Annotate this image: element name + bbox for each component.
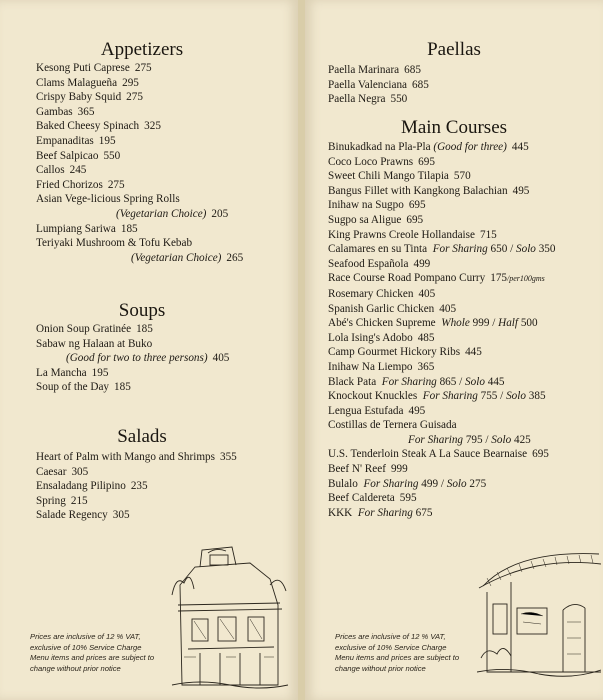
list-item: Soup of the Day 185 — [36, 381, 131, 394]
list-item: La Mancha 195 — [36, 366, 109, 379]
list-item: Gambas 365 — [36, 105, 95, 118]
main-courses-list — [328, 140, 600, 520]
page-fold — [298, 0, 305, 700]
list-item: Kesong Puti Caprese 275 — [36, 62, 152, 74]
list-item: Beef Caldereta 595 — [328, 492, 417, 505]
price-disclaimer: Prices are inclusive of 12 % VAT, exclusive of 10% Service Charge Menu items and prices are subject to change without prior notice — [30, 632, 155, 673]
list-item: Lola Ising's Adobo 485 — [328, 331, 435, 344]
section-title-salads: Salads — [117, 426, 167, 447]
list-item: Paella Negra 550 — [328, 93, 408, 106]
list-item: King Prawns Creole Hollandaise 715 — [328, 228, 497, 241]
list-item: Teriyaki Mushroom & Tofu Kebab (Vegetarian Choice) 265 — [36, 237, 244, 264]
list-item: Seafood Española 499 — [328, 257, 431, 270]
list-item: Sugpo sa Aligue 695 — [328, 213, 424, 226]
list-item: Ensaladang Pilipino 235 — [36, 480, 148, 493]
list-item: Race Course Road Pompano Curry 175/per100gms — [328, 272, 545, 285]
list-item: Spanish Garlic Chicken 405 — [328, 302, 457, 315]
section-title-soups: Soups — [118, 300, 166, 321]
list-item: Calamares en su Tinta For Sharing 650 / Solo 350 — [328, 243, 556, 256]
list-item: Crispy Baby Squid 275 — [36, 91, 143, 104]
list-item: Abé's Chicken Supreme Whole 999 / Half 500 — [328, 317, 538, 330]
list-item: Beef N' Reef 999 — [328, 463, 408, 476]
list-item: Clams Malagueña 295 — [36, 76, 139, 89]
list-item: Bulalo For Sharing 499 / Solo 275 — [328, 477, 487, 490]
list-item: Caesar 305 — [36, 465, 89, 478]
list-item: Costillas de Ternera Guisada For Sharing 795 / Solo 425 — [328, 419, 531, 446]
list-item: Heart of Palm with Mango and Shrimps 355 — [36, 451, 237, 463]
cottage-sketch-icon — [477, 542, 601, 682]
list-item: Fried Chorizos 275 — [36, 178, 125, 191]
list-item: Paella Valenciana 685 — [328, 78, 429, 91]
paellas-list — [328, 63, 600, 107]
list-item: Asian Vege-licious Spring Rolls (Vegetarian Choice) 205 — [36, 193, 229, 220]
list-item: Lengua Estufada 495 — [328, 404, 426, 417]
appetizers-list — [36, 61, 291, 265]
list-item: Camp Gourmet Hickory Ribs 445 — [328, 346, 482, 359]
list-item: Beef Salpicao 550 — [36, 149, 121, 162]
list-item: Inihaw na Sugpo 695 — [328, 199, 426, 212]
salads-list — [36, 450, 291, 523]
menu-page-right — [305, 0, 603, 700]
price-disclaimer: Prices are inclusive of 12 % VAT, exclusive of 10% Service Charge Menu items and prices are subject to change without prior notice — [335, 632, 460, 673]
list-item: U.S. Tenderloin Steak A La Sauce Bearnaise 695 — [328, 448, 549, 461]
list-item: Bangus Fillet with Kangkong Balachian 495 — [328, 184, 530, 197]
list-item: Baked Cheesy Spinach 325 — [36, 120, 161, 133]
list-item: Spring 215 — [36, 494, 88, 507]
list-item: Black Pata For Sharing 865 / Solo 445 — [328, 375, 505, 388]
list-item: Lumpiang Sariwa 185 — [36, 222, 138, 235]
section-title-appetizers: Appetizers — [100, 39, 184, 60]
list-item: Coco Loco Prawns 695 — [328, 155, 435, 168]
list-item: Sabaw ng Halaan at Buko (Good for two to three persons) 405 — [36, 337, 230, 365]
list-item: Rosemary Chicken 405 — [328, 287, 436, 300]
menu-page-left — [0, 0, 298, 700]
section-title-main-courses: Main Courses — [400, 117, 508, 138]
soups-list — [36, 322, 291, 395]
list-item: Empanaditas 195 — [36, 134, 116, 147]
list-item: Onion Soup Gratinée 185 — [36, 323, 153, 335]
list-item: Callos 245 — [36, 164, 87, 177]
list-item: Paella Marinara 685 — [328, 64, 421, 76]
list-item: Knockout Knuckles For Sharing 755 / Solo 385 — [328, 390, 546, 403]
list-item: Salade Regency 305 — [36, 509, 130, 522]
list-item: Binukadkad na Pla-Pla (Good for three) 445 — [328, 141, 529, 153]
list-item: KKK For Sharing 675 — [328, 506, 433, 519]
list-item: Inihaw Na Liempo 365 — [328, 360, 435, 373]
list-item: Sweet Chili Mango Tilapia 570 — [328, 170, 471, 183]
section-title-paellas: Paellas — [427, 39, 481, 60]
